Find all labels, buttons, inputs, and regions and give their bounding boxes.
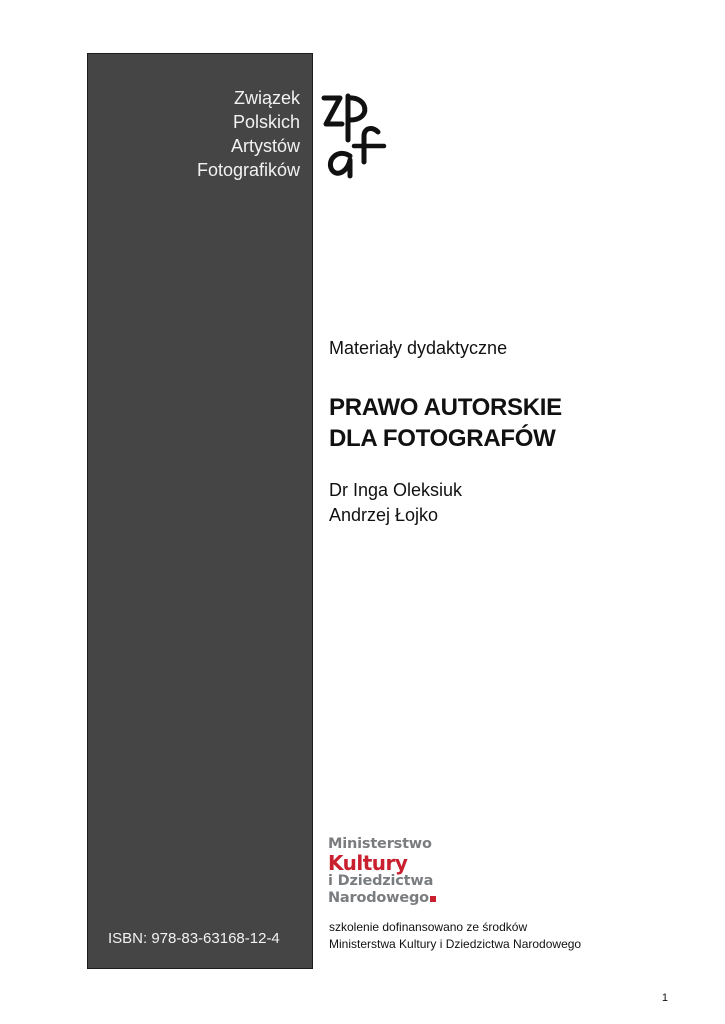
page-number: 1	[661, 992, 668, 1004]
funding-note-line: Ministerstwa Kultury i Dziedzictwa Narodowego	[329, 937, 582, 951]
document-title	[329, 392, 562, 454]
side-panel	[87, 53, 313, 969]
funding-note-line: szkolenie dofinansowano ze środków	[329, 920, 528, 934]
funding-note	[329, 919, 581, 953]
author-name: Andrzej Łojko	[329, 505, 439, 525]
document-title-line: DLA FOTOGRAFÓW	[329, 425, 556, 452]
organization-name-line: Artystów	[230, 136, 300, 156]
document-subtitle: Materiały dydaktyczne	[329, 338, 508, 358]
ministry-logo-line: Kultury	[328, 851, 408, 875]
organization-name-line: Polskich	[232, 112, 300, 132]
ministry-logo-dot	[430, 896, 436, 902]
ministry-logo-line: Narodowego	[328, 890, 429, 906]
zpaf-logo	[320, 90, 390, 180]
author-name: Dr Inga Oleksiuk	[329, 480, 463, 500]
authors	[329, 478, 462, 528]
document-title-line: PRAWO AUTORSKIE	[329, 394, 562, 421]
isbn: ISBN: 978-83-63168-12-4	[108, 930, 280, 947]
organization-name	[197, 86, 300, 182]
ministry-logo	[328, 836, 458, 914]
organization-name-line: Związek	[233, 88, 300, 108]
ministry-logo-line: Ministerstwo	[328, 836, 432, 852]
ministry-logo-last-line	[328, 890, 458, 907]
organization-name-line: Fotografików	[196, 160, 300, 180]
ministry-logo-line: i Dziedzictwa	[328, 873, 434, 889]
